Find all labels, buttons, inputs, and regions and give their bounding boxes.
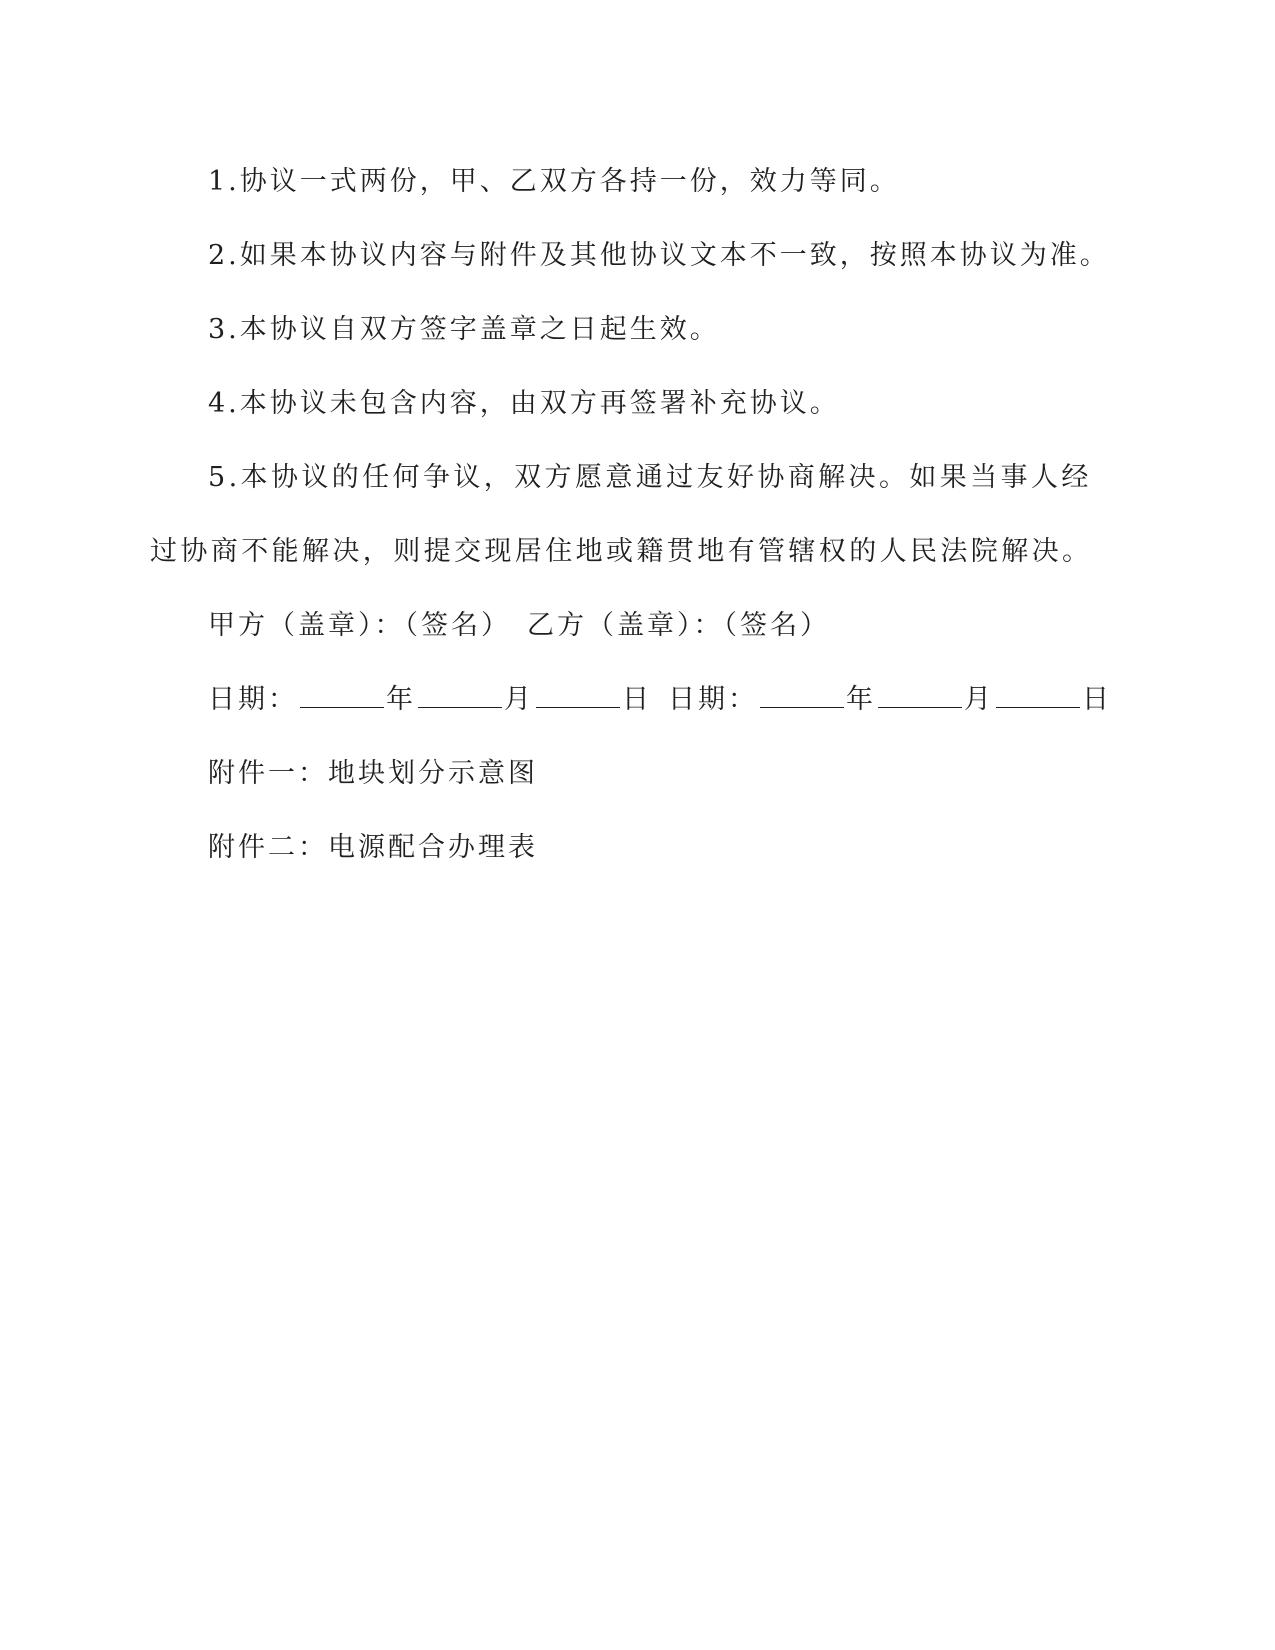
month-label-b: 月 <box>964 684 994 715</box>
party-b-signature: 乙方（盖章）：（签名） <box>527 610 830 641</box>
clause-1: 1.协议一式两份，甲、乙双方各持一份，效力等同。 <box>208 166 900 197</box>
attachment-1: 附件一：地块划分示意图 <box>208 758 538 789</box>
date-label-b: 日期： <box>668 684 758 715</box>
clause-4: 4.本协议未包含内容，由双方再签署补充协议。 <box>208 388 840 419</box>
day-blank-b <box>996 683 1080 708</box>
year-blank-a <box>300 683 384 708</box>
year-blank-b <box>760 683 844 708</box>
clause-2: 2.如果本协议内容与附件及其他协议文本不一致，按照本协议为准。 <box>208 240 1110 271</box>
month-label-a: 月 <box>504 684 534 715</box>
clause-5: 5.本协议的任何争议，双方愿意通过友好协商解决。如果当事人经过协商不能解决，则提交现居住地或籍贯地有管辖权的人民法院解决。 <box>150 462 1093 567</box>
year-label-a: 年 <box>386 684 416 715</box>
month-blank-a <box>418 683 502 708</box>
clause-3: 3.本协议自双方签字盖章之日起生效。 <box>208 314 720 345</box>
year-label-b: 年 <box>846 684 876 715</box>
day-blank-a <box>536 683 620 708</box>
day-label-a: 日 <box>622 684 652 715</box>
month-blank-b <box>878 683 962 708</box>
date-label-a: 日期： <box>208 684 298 715</box>
party-a-signature: 甲方（盖章）：（签名） <box>208 610 511 641</box>
signature-line <box>150 589 1120 663</box>
day-label-b: 日 <box>1082 684 1112 715</box>
attachment-2: 附件二：电源配合办理表 <box>208 832 538 863</box>
date-line <box>150 663 1120 737</box>
document-body <box>150 145 1120 885</box>
